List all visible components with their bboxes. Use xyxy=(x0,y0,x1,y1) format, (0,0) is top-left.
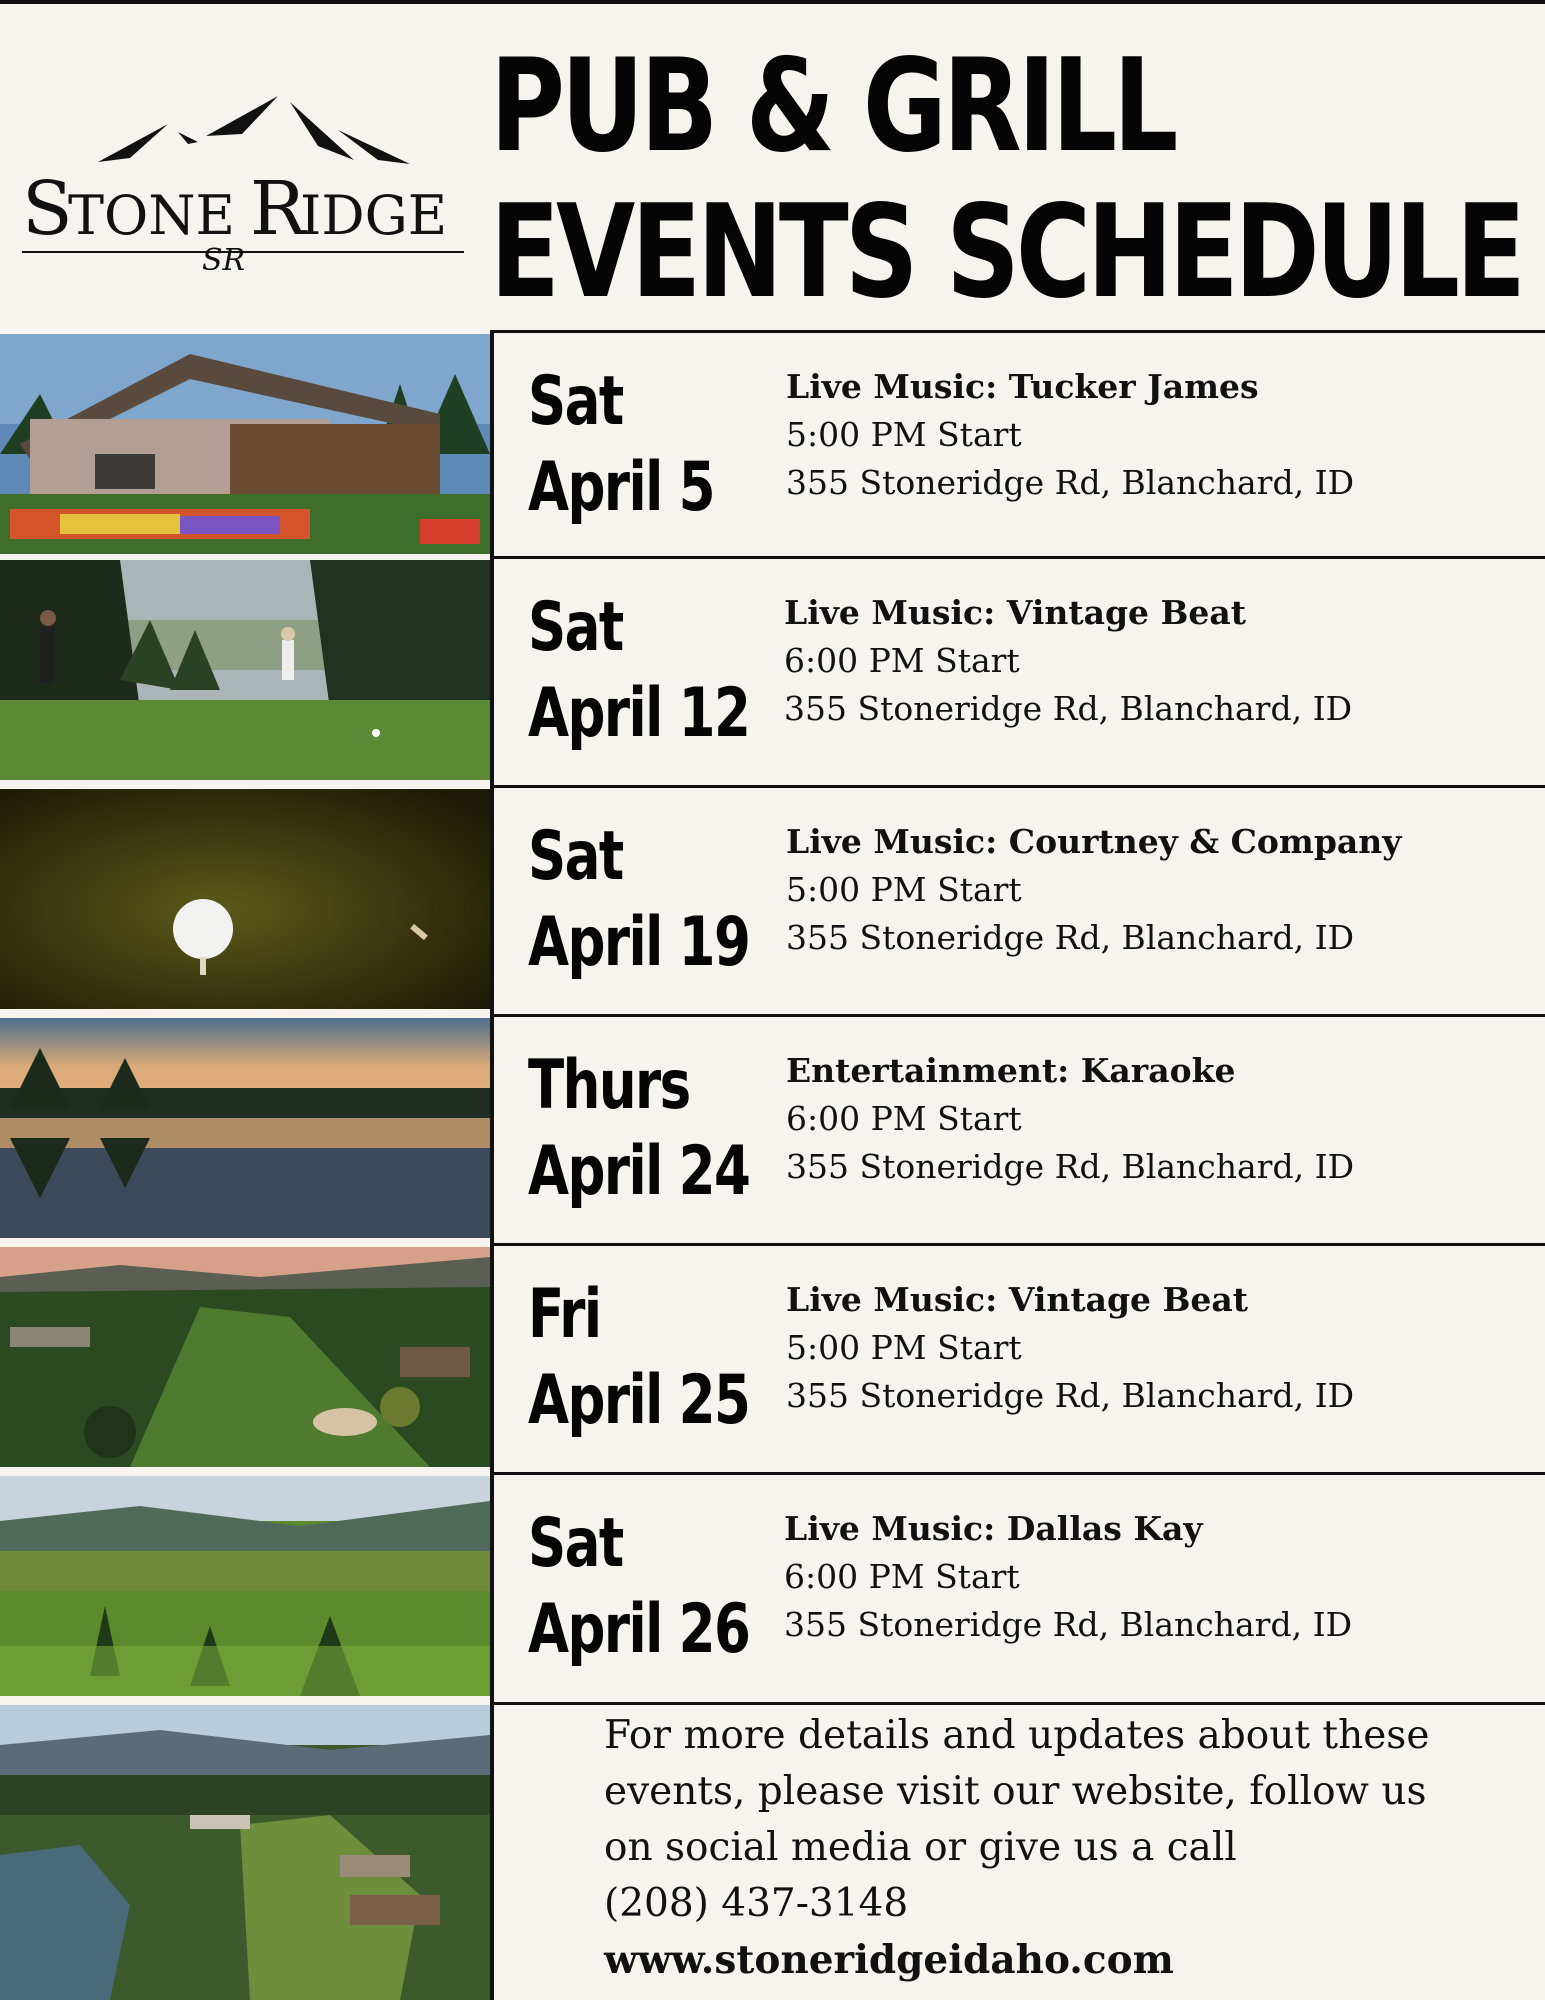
event-row xyxy=(0,331,1545,557)
event-title: Live Music: Tucker James xyxy=(786,367,1259,406)
event-date xyxy=(528,1272,749,1444)
event-title: Entertainment: Karaoke xyxy=(786,1051,1236,1090)
event-date-label: April 24 xyxy=(528,1132,750,1211)
event-date xyxy=(528,814,749,986)
event-row xyxy=(0,1473,1545,1699)
event-time: 5:00 PM Start xyxy=(786,415,1022,454)
event-address: 355 Stoneridge Rd, Blanchard, ID xyxy=(786,463,1355,502)
title-line-2: EVENTS SCHEDULE xyxy=(490,178,1522,327)
event-day: Thurs xyxy=(528,1046,690,1125)
event-row xyxy=(0,786,1545,1012)
event-time: 5:00 PM Start xyxy=(786,1328,1022,1367)
event-day: Sat xyxy=(528,362,623,441)
header xyxy=(0,4,1545,331)
event-date-label: April 25 xyxy=(528,1361,750,1440)
event-row xyxy=(0,1015,1545,1241)
svg-text:SR: SR xyxy=(202,243,246,278)
event-time: 5:00 PM Start xyxy=(786,870,1022,909)
event-day: Sat xyxy=(528,1504,623,1583)
event-date xyxy=(528,1501,749,1673)
svg-text:R: R xyxy=(250,166,306,252)
svg-text:IDGE: IDGE xyxy=(300,184,448,247)
event-day: Sat xyxy=(528,817,623,896)
event-info xyxy=(786,818,1401,962)
event-title: Live Music: Courtney & Company xyxy=(786,822,1402,861)
clubhouse-photo xyxy=(0,334,490,554)
aerial-resort-photo xyxy=(0,1705,490,2000)
event-date xyxy=(528,1043,749,1215)
course-panorama-photo xyxy=(0,1476,490,1696)
golf-ball-photo xyxy=(0,789,490,1009)
event-time: 6:00 PM Start xyxy=(784,641,1020,680)
event-date-label: April 12 xyxy=(528,674,750,753)
page-title xyxy=(490,32,1522,327)
event-row xyxy=(0,1244,1545,1470)
logo-graphic xyxy=(18,84,468,284)
svg-text:S: S xyxy=(22,166,73,252)
event-day: Sat xyxy=(528,588,623,667)
event-info xyxy=(786,1047,1354,1191)
event-title: Live Music: Vintage Beat xyxy=(784,593,1247,632)
event-day: Fri xyxy=(528,1275,601,1354)
event-date xyxy=(528,359,714,531)
event-address: 355 Stoneridge Rd, Blanchard, ID xyxy=(784,1605,1353,1644)
title-line-1: PUB & GRILL xyxy=(490,32,1175,181)
event-address: 355 Stoneridge Rd, Blanchard, ID xyxy=(786,918,1355,957)
event-info xyxy=(786,363,1354,507)
event-time: 6:00 PM Start xyxy=(784,1557,1020,1596)
golfers-photo xyxy=(0,560,490,780)
event-date-label: April 19 xyxy=(528,903,750,982)
event-title: Live Music: Vintage Beat xyxy=(786,1280,1249,1319)
event-address: 355 Stoneridge Rd, Blanchard, ID xyxy=(786,1376,1355,1415)
event-row xyxy=(0,557,1545,783)
row-divider xyxy=(492,1702,1545,1705)
footer-info xyxy=(604,1708,1429,1988)
event-title: Live Music: Dallas Kay xyxy=(784,1509,1203,1548)
stoneridge-logo[interactable] xyxy=(18,84,468,284)
website-link[interactable]: www.stoneridgeidaho.com xyxy=(604,1937,1174,1983)
event-address: 355 Stoneridge Rd, Blanchard, ID xyxy=(786,1147,1355,1186)
footer-line-3: on social media or give us a call xyxy=(604,1825,1237,1870)
event-date-label: April 26 xyxy=(528,1590,750,1669)
footer-line-1: For more details and updates about these xyxy=(604,1713,1430,1758)
svg-text:TONE: TONE xyxy=(68,184,235,247)
event-date xyxy=(528,585,749,757)
event-date-label: April 5 xyxy=(528,448,714,527)
footer-line-2: events, please visit our website, follow us xyxy=(604,1769,1427,1814)
lake-sunset-photo xyxy=(0,1018,490,1238)
event-info xyxy=(784,589,1352,733)
phone-number[interactable]: (208) 437-3148 xyxy=(604,1881,909,1926)
event-info xyxy=(784,1505,1352,1649)
event-time: 6:00 PM Start xyxy=(786,1099,1022,1138)
event-address: 355 Stoneridge Rd, Blanchard, ID xyxy=(784,689,1353,728)
aerial-fairway-photo xyxy=(0,1247,490,1467)
event-info xyxy=(786,1276,1354,1420)
